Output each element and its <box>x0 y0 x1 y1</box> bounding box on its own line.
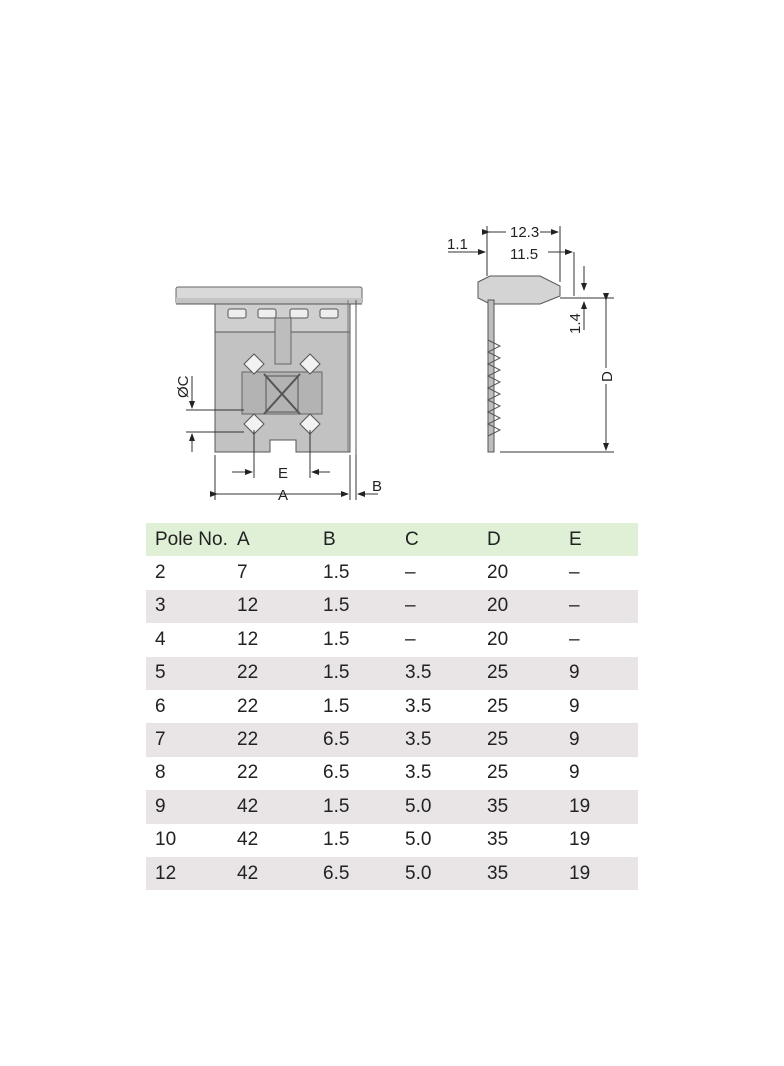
cell-d: 25 <box>487 695 509 717</box>
cell-e: 19 <box>569 795 591 817</box>
cell-c: 5.0 <box>405 795 432 817</box>
table-header-row <box>146 523 638 556</box>
cell-d: 35 <box>487 862 509 884</box>
dim-1-4-label: 1.4 <box>567 313 584 334</box>
cell-c: 5.0 <box>405 862 432 884</box>
cell-e: 9 <box>569 662 580 684</box>
cell-a: 12 <box>237 628 259 650</box>
cell-c: 3.5 <box>405 762 432 784</box>
cell-pole-no: 12 <box>155 862 177 884</box>
cell-b: 6.5 <box>323 729 350 751</box>
cell-c: 3.5 <box>405 662 432 684</box>
table-row <box>146 623 638 656</box>
table-row <box>146 590 638 623</box>
cell-b: 1.5 <box>323 829 350 851</box>
cell-b: 6.5 <box>323 762 350 784</box>
dim-e-label: E <box>278 465 289 482</box>
cell-pole-no: 4 <box>155 628 166 650</box>
front-view <box>176 287 362 455</box>
cell-c: 5.0 <box>405 829 432 851</box>
cell-pole-no: 8 <box>155 762 166 784</box>
cell-a: 22 <box>237 762 259 784</box>
cell-d: 25 <box>487 662 509 684</box>
dim-a-label: A <box>278 487 289 504</box>
table-row <box>146 690 638 723</box>
dimension-table <box>146 523 638 890</box>
table-row <box>146 723 638 756</box>
side-dimensions <box>447 224 616 452</box>
technical-drawing <box>0 0 784 520</box>
header-e: E <box>569 528 582 550</box>
cell-e: – <box>569 562 580 584</box>
cell-d: 25 <box>487 762 509 784</box>
cell-pole-no: 5 <box>155 662 166 684</box>
cell-b: 1.5 <box>323 595 350 617</box>
cell-c: 3.5 <box>405 729 432 751</box>
cell-pole-no: 6 <box>155 695 166 717</box>
cell-b: 6.5 <box>323 862 350 884</box>
cell-a: 42 <box>237 829 259 851</box>
cell-pole-no: 9 <box>155 795 166 817</box>
cell-b: 1.5 <box>323 795 350 817</box>
header-a: A <box>237 528 250 550</box>
dim-1-1-label: 1.1 <box>447 236 468 253</box>
cell-b: 1.5 <box>323 695 350 717</box>
cell-pole-no: 3 <box>155 595 166 617</box>
cell-pole-no: 2 <box>155 562 166 584</box>
table-row <box>146 857 638 890</box>
dim-11-5-label: 11.5 <box>510 246 539 263</box>
cell-d: 20 <box>487 628 509 650</box>
cell-a: 22 <box>237 662 259 684</box>
cell-e: – <box>569 595 580 617</box>
cell-c: – <box>405 595 416 617</box>
header-b: B <box>323 528 336 550</box>
dim-b-label: B <box>372 478 383 495</box>
cell-e: 9 <box>569 695 580 717</box>
cell-a: 12 <box>237 595 259 617</box>
cell-c: – <box>405 628 416 650</box>
cell-e: 19 <box>569 862 591 884</box>
cell-e: 9 <box>569 762 580 784</box>
table-row <box>146 556 638 589</box>
header-d: D <box>487 528 501 550</box>
dim-12-3-label: 12.3 <box>510 224 540 241</box>
table-row <box>146 790 638 823</box>
cell-e: 19 <box>569 829 591 851</box>
cell-b: 1.5 <box>323 562 350 584</box>
cell-a: 42 <box>237 795 259 817</box>
data-table <box>146 523 638 890</box>
cell-d: 20 <box>487 562 509 584</box>
table-row <box>146 824 638 857</box>
cell-pole-no: 10 <box>155 829 177 851</box>
cell-a: 22 <box>237 695 259 717</box>
table-body <box>146 556 638 890</box>
cell-d: 20 <box>487 595 509 617</box>
dim-c-label: ØC <box>175 375 192 398</box>
table-row <box>146 757 638 790</box>
dim-d-label: D <box>599 371 616 382</box>
cell-d: 35 <box>487 795 509 817</box>
header-c: C <box>405 528 419 550</box>
cell-a: 7 <box>237 562 248 584</box>
cell-c: 3.5 <box>405 695 432 717</box>
side-view <box>478 276 560 452</box>
cell-pole-no: 7 <box>155 729 166 751</box>
table-row <box>146 657 638 690</box>
cell-c: – <box>405 562 416 584</box>
cell-a: 42 <box>237 862 259 884</box>
cell-e: – <box>569 628 580 650</box>
cell-d: 35 <box>487 829 509 851</box>
cell-b: 1.5 <box>323 628 350 650</box>
cell-b: 1.5 <box>323 662 350 684</box>
cell-e: 9 <box>569 729 580 751</box>
header-pole-no: Pole No. <box>155 528 228 550</box>
cell-a: 22 <box>237 729 259 751</box>
cell-d: 25 <box>487 729 509 751</box>
